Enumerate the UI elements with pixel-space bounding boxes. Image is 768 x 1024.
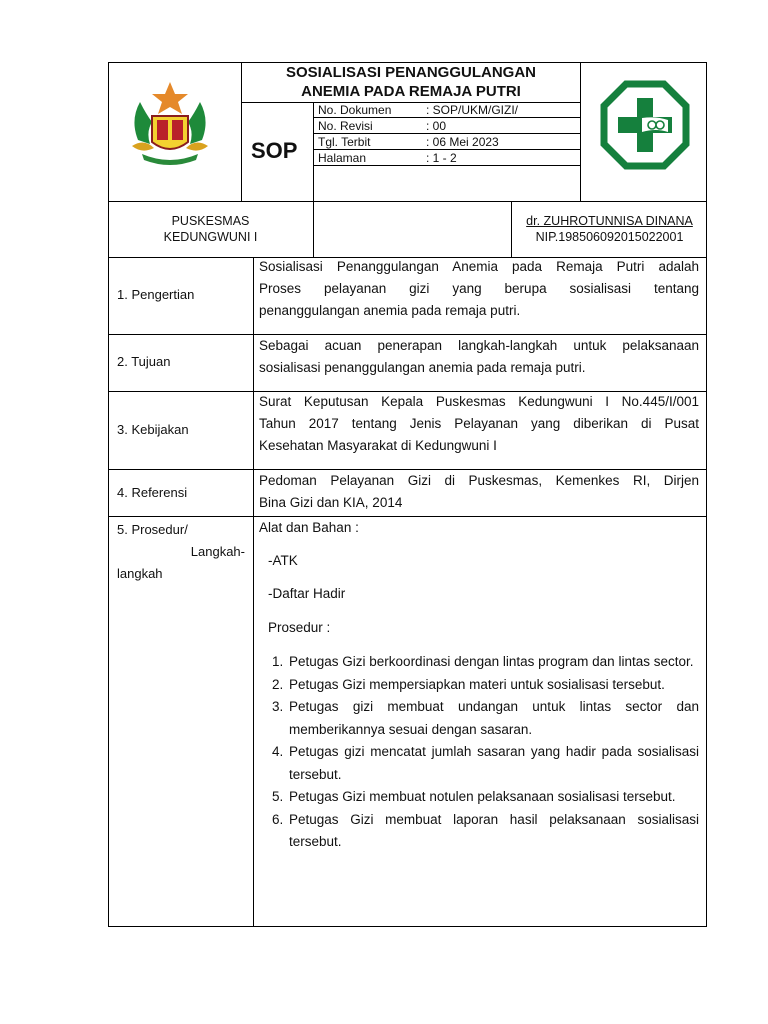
text-line: Kesehatan Masyarakat di Kedungwuni I	[259, 438, 497, 453]
org-line: PUSKESMAS	[171, 214, 250, 228]
text-line: Sosialisasi Penanggulangan Anemia pada Remaja Putri adalah	[259, 259, 699, 274]
procedure-step: 1. Petugas Gizi berkoordinasi dengan lintas program dan lintas sector.	[287, 651, 699, 674]
text-line: Tahun 2017 tentang Jenis Pelayanan yang diberikan di Pusat	[259, 416, 699, 431]
row-content-pengertian	[259, 256, 699, 322]
text-line: Surat Keputusan Kepala Puskesmas Kedungwuni I No.445/I/001	[259, 394, 699, 409]
puskesmas-cross-logo-icon	[600, 80, 690, 170]
procedure-step: 4. Petugas gizi mencatat jumlah sasaran yang hadir pada sosialisasi tersebut.	[287, 741, 699, 786]
alat-item: -Daftar Hadir	[268, 586, 346, 601]
title-line: SOSIALISASI PENANGGULANGAN	[285, 64, 537, 81]
row-label-kebijakan: 3. Kebijakan	[117, 422, 189, 437]
divider	[253, 257, 254, 927]
meta-label: No. Dokumen	[318, 103, 392, 117]
meta-value: : 00	[426, 119, 447, 133]
org-line: KEDUNGWUNI I	[163, 230, 258, 244]
label-line: 5. Prosedur/	[117, 522, 188, 537]
divider	[580, 62, 581, 201]
divider	[313, 102, 314, 258]
document-title	[242, 63, 580, 101]
text-line: penanggulangan anemia pada remaja putri.	[259, 303, 521, 318]
divider	[313, 149, 580, 150]
prosedur-heading: Prosedur :	[268, 620, 331, 635]
label-line: Langkah-	[190, 544, 245, 559]
meta-value: : SOP/UKM/GIZI/	[426, 103, 519, 117]
signer-nip: NIP.198506092015022001	[535, 230, 684, 244]
signer-block	[512, 213, 707, 245]
organization-name	[108, 213, 313, 245]
meta-value: : 1 - 2	[426, 151, 457, 165]
label-line: langkah	[117, 566, 163, 581]
row-label-prosedur	[117, 519, 245, 585]
row-label-pengertian: 1. Pengertian	[117, 287, 195, 302]
row-label-tujuan: 2. Tujuan	[117, 354, 171, 369]
divider	[108, 516, 707, 517]
text-line: Proses pelayanan gizi yang berupa sosialisasi tentang	[259, 281, 699, 296]
alat-item: -ATK	[268, 553, 298, 568]
divider	[241, 102, 581, 103]
text-line: Bina Gizi dan KIA, 2014	[259, 495, 403, 510]
row-content-tujuan	[259, 335, 699, 379]
regional-emblem-icon	[124, 80, 216, 172]
meta-value: : 06 Mei 2023	[426, 135, 499, 149]
text-line: Sebagai acuan penerapan langkah-langkah untuk pelaksanaan	[259, 338, 699, 353]
divider	[108, 201, 707, 202]
procedure-step: 3. Petugas gizi membuat undangan untuk lintas sector dan memberikannya sesuai dengan sasaran.	[287, 696, 699, 741]
divider	[313, 165, 580, 166]
procedure-steps	[259, 651, 699, 854]
procedure-step: 6. Petugas Gizi membuat laporan hasil pelaksanaan sosialisasi tersebut.	[287, 809, 699, 854]
signer-name: dr. ZUHROTUNNISA DINANA	[526, 214, 693, 228]
meta-label: Tgl. Terbit	[318, 135, 371, 149]
text-line: sosialisasi penanggulangan anemia pada remaja putri.	[259, 360, 586, 375]
row-content-kebijakan	[259, 391, 699, 457]
text-line: Pedoman Pelayanan Gizi di Puskesmas, Kemenkes RI, Dirjen	[259, 473, 699, 488]
title-line: ANEMIA PADA REMAJA PUTRI	[301, 83, 521, 100]
sop-label: SOP	[251, 138, 298, 163]
divider	[313, 133, 580, 134]
meta-label: Halaman	[318, 151, 367, 165]
procedure-step: 5. Petugas Gizi membuat notulen pelaksanaan sosialisasi tersebut.	[287, 786, 699, 809]
procedure-step: 2. Petugas Gizi mempersiapkan materi untuk sosialisasi tersebut.	[287, 674, 699, 697]
row-content-referensi	[259, 470, 699, 514]
row-label-referensi: 4. Referensi	[117, 485, 188, 500]
alat-heading: Alat dan Bahan :	[259, 520, 359, 535]
meta-label: No. Revisi	[318, 119, 373, 133]
divider	[313, 117, 580, 118]
